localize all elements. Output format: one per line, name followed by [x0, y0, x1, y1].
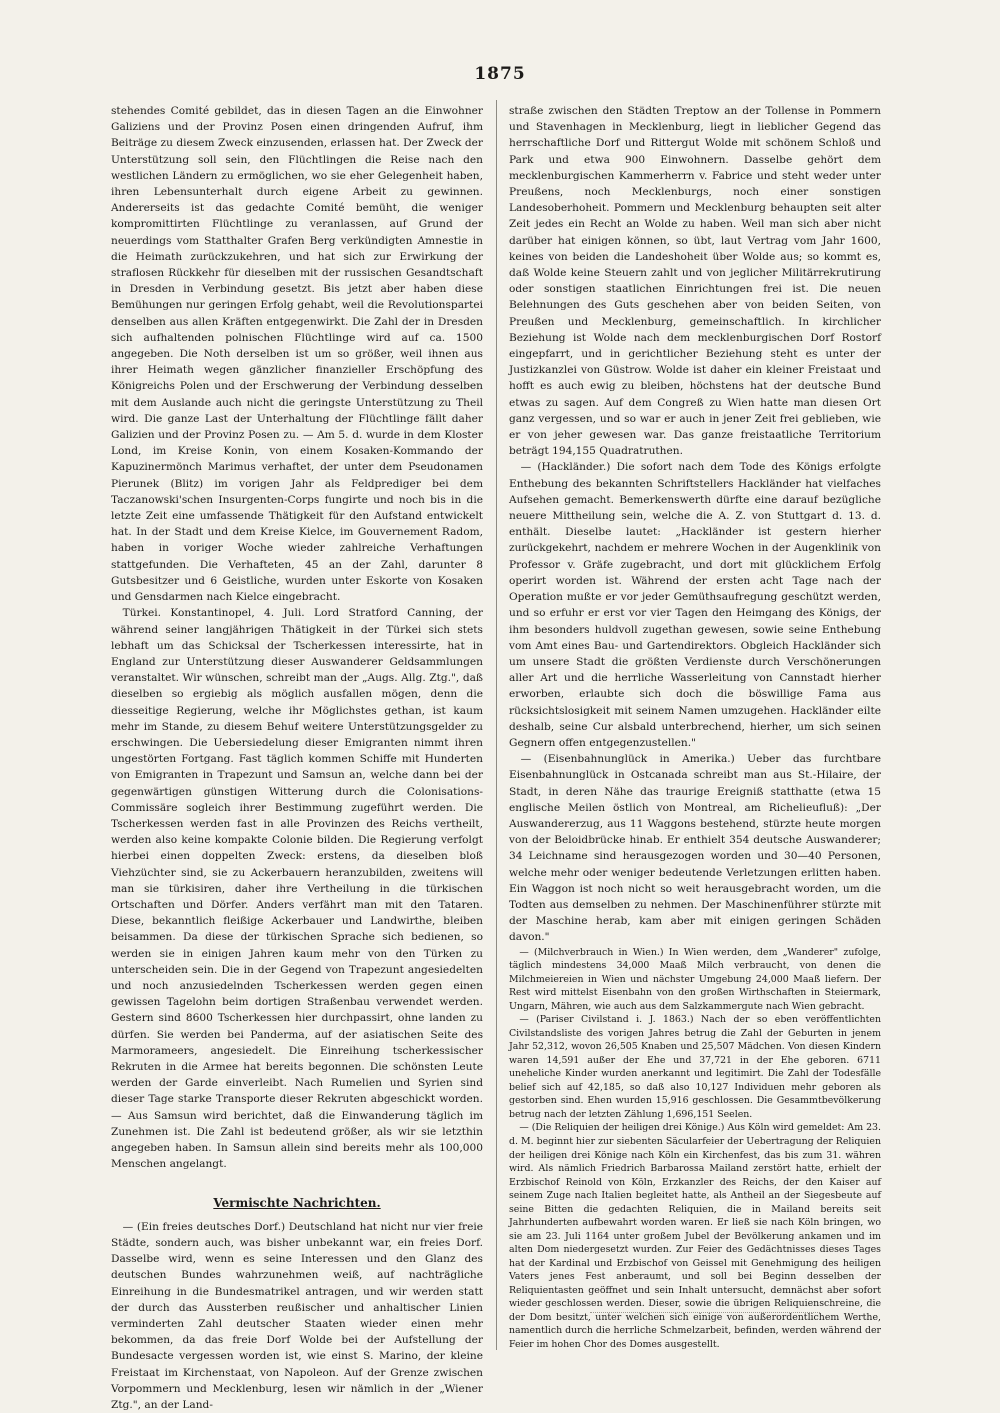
- article-galicia-refugees: stehendes Comité gebildet, das in diesen Tagen an die Einwohner Galiziens und der Provinz Posen einen dringenden Aufruf, ihm Beiträge zu diesem Zweck einzusenden, erlassen hat. Der Zweck der Unterstützung soll sein, den Flüchtlingen die Reise nach den westlichen Ländern zu ermöglichen, wo sie eher Gelegenheit haben, ihren Lebensunterhalt durch eigene Arbeit zu gewinnen. Andererseits ist das gedachte Comité bemüht, die weniger kompromittirten Flüchtlinge zu veranlassen, auf Grund der neuerdings vom Statthalter Grafen Berg verkündigten Amnestie in die Heimath zurückzukehren, und hat sich zur Erwirkung der straflosen Rückkehr für dieselben mit der russischen Gesandtschaft in Dresden in Verbindung gesetzt. Bis jetzt aber haben diese Bemühungen nur geringen Erfolg gehabt, weil die Revolutionspartei denselben aus allen Kräften entgegenwirkt. Die Zahl der in Dresden sich aufhaltenden polnischen Flüchtlinge wird auf ca. 1500 angegeben. Die Noth derselben ist um so größer, weil ihnen aus ihrer Heimath wegen gänzlicher finanzieller Erschöpfung des Königreichs Polen und der Erschwerung der Verbindung desselben mit dem Auslande auch nicht die geringste Unterstützung zu Theil wird. Die ganze Last der Unterhaltung der Flüchtlinge fällt daher Galizien und der Provinz Posen zu. — Am 5. d. wurde in dem Kloster Lond, im Kreise Konin, von einem Kosaken-Kommando der Kapuzinermönch Marimus verhaftet, der unter dem Pseudonamen Pierunek (Blitz) im vorigen Jahr als Feldprediger bei dem Taczanowski'schen Insurgenten-Corps fungirte und noch bis in die letzte Zeit eine umfassende Thätigkeit für den Aufstand entwickelt hat. In der Stadt und dem Kreise Kielce, im Gouvernement Radom, haben in voriger Woche wieder zahlreiche Verhaftungen stattgefunden. Die Verhafteten, 45 an der Zahl, darunter 8 Gutsbesitzer und 6 Geistliche, wurden unter Eskorte von Kosaken und Gensdarmen nach Kielce eingebracht.: [111, 105, 483, 604]
- article-milk-vienna: — (Milchverbrauch in Wien.) In Wien werden, dem „Wanderer" zufolge, täglich mindestens 34,000 Maaß Milch verbraucht, von denen die Milchmeiereien in Wien und nächster Umgebung 24,000 Maaß liefern. Der Rest wird mittelst Eisenbahn von den großen Wirthschaften in Steiermark, Ungarn, Mähren, wie auch aus dem Salzkammergute nach Wien gebracht.: [509, 946, 881, 1012]
- section-heading: Vermischte Nachrichten.: [213, 1196, 381, 1211]
- end-rule: [590, 1312, 820, 1313]
- article-free-village: — (Ein freies deutsches Dorf.) Deutschland hat nicht nur vier freie Städte, sondern auch, was bisher unbekannt war, ein freies Dorf. Dasselbe wird, wenn es seine Interessen und den Glanz des deutschen Bundes wahrzunehmen weiß, auf nachträgliche Einreihung in die Bundesmatrikel antragen, und wir werden statt der durch das Aussterben reußischer und anhaltischer Linien verminderten Zahl deutscher Staaten wieder einen mehr bekommen, da das freie Dorf Wolde bei der Aufstellung der Bundesacte vergessen worden ist, wie einst S. Marino, der kleine Freistaat im Kirchenstaat, von Napoleon. Auf der Grenze zwischen Vorpommern und Mecklenburg, lesen wir nämlich in der „Wiener Ztg.", an der Land-: [111, 1220, 483, 1411]
- article-hacklaender: — (Hackländer.) Die sofort nach dem Tode des Königs erfolgte Enthebung des bekannten Schriftstellers Hackländer hat vielfaches Aufsehen gemacht. Bemerkenswerth dürfte eine darauf bezügliche neuere Mittheilung sein, welche die A. Z. von Stuttgart d. 13. d. enthält. Dieselbe lautet: „Hackländer ist gestern hierher zurückgekehrt, nachdem er mehrere Wochen in der Augenklinik von Professor v. Gräfe zugebracht, und dort mit glücklichem Erfolg operirt worden ist. Während der ersten acht Tage nach der Operation mußte er vor jeder Gemüthsaufregung geschützt werden, und so erfuhr er erst vor vier Tagen den Heimgang des Königs, der ihm besonders huldvoll zugethan gewesen, sowie seine Enthebung vom Amt eines Bau- und Gartendirektors. Obgleich Hackländer sich um unsere Stadt die größten Verdienste durch Verschönerungen aller Art und die herrliche Wasserleitung von Cannstadt hierher erworben, erlaubte sich doch die böswillige Fama aus rücksichtslosigkeit mit seinem Namen umzugehen. Hackländer eilte deshalb, seine Cur alsbald unterbrechend, hierher, um sich seinen Gegnern offen entgegenzustellen.": [509, 461, 881, 749]
- article-railway-accident: — (Eisenbahnunglück in Amerika.) Ueber das furchtbare Eisenbahnunglück in Ostcanada schreibt man aus St.-Hilaire, der Stadt, in deren Nähe das traurige Ereigniß statthatte (etwa 15 englische Meilen östlich von Montreal, am Richelieufluß): „Der Auswandererzug, aus 11 Waggons bestehend, stürzte heute morgen von der Beloidbrücke hinab. Er enthielt 354 deutsche Auswanderer; 34 Leichname sind herausgezogen worden und 30—40 Personen, welche mehr oder weniger bedeutende Verletzungen erlitten haben. Ein Waggon ist noch nicht so weit herausgebracht worden, um die Todten aus demselben zu nehmen. Der Maschinenführer stürzte mit der Maschine herab, kam aber mit einigen geringen Schäden davon.": [509, 753, 881, 944]
- article-wolde-continued: straße zwischen den Städten Treptow an der Tollense in Pommern und Stavenhagen in Mecklenburg, liegt in lieblicher Gegend das herrschaftliche Dorf und Rittergut Wolde mit schönem Schloß und Park und etwa 900 Einwohnern. Dasselbe gehört dem mecklenburgischen Kammerherrn v. Fabrice und steht weder unter Preußens, noch Mecklenburgs, noch einer sonstigen Landesoberhoheit. Pommern und Mecklenburg behaupten seit alter Zeit jedes ein Recht an Wolde zu haben. Weil man sich aber nicht darüber hat einigen können, so übt, laut Vertrag vom Jahr 1600, keines von beiden die Landeshoheit über Wolde aus; so kommt es, daß Wolde keine Steuern zahlt und von jeglicher Militärrekrutirung oder sonstigen staatlichen Einrichtungen frei ist. Die neuen Belehnungen des Guts geschehen aber von beiden Seiten, von Preußen und Mecklenburg, gemeinschaftlich. In kirchlicher Beziehung ist Wolde nach dem mecklenburgischen Dorf Rostorf eingepfarrt, und in gerichtlicher Beziehung steht es unter der Justizkanzlei von Güstrow. Wolde ist daher ein kleiner Freistaat und hofft es auch ewig zu bleiben, höchstens hat der deutsche Bund etwas zu sagen. Auf dem Congreß zu Wien hatte man diesen Ort ganz vergessen, und so war er auch in jener Zeit frei geblieben, wie er von jeher gewesen war. Das ganze freistaatliche Territorium beträgt 194,155 Quadratruthen.: [509, 105, 881, 458]
- left-column: [111, 103, 483, 1413]
- column-divider: [496, 100, 497, 1350]
- page-number: 1875: [474, 64, 526, 84]
- article-three-kings-relics: — (Die Reliquien der heiligen drei Könige.) Aus Köln wird gemeldet: Am 23. d. M. beginnt hier zur siebenten Säcularfeier der Uebertragung der Reliquien der heiligen drei Könige nach Köln ein Kirchenfest, das bis zum 31. währen wird. Als nämlich Friedrich Barbarossa Mailand zerstört hatte, erhielt der Erzbischof Reinold von Köln, Erzkanzler des Reichs, der den Kaiser auf seinem Zuge nach Italien begleitet hatte, als Antheil an der Siegesbeute auf seine Bitten die gedachten Reliquien, die in Mailand bereits seit Jahrhunderten aufbewahrt worden waren. Er ließ sie nach Köln bringen, wo sie am 23. Juli 1164 unter großem Jubel der Bevölkerung ankamen und im alten Dom niedergesetzt wurden. Zur Feier des Gedächtnisses dieses Tages hat der Kardinal und Erzbischof von Geissel mit Genehmigung des heiligen Vaters jenes Fest anberaumt, und soll bei Beginn desselben der Reliquientasten geöffnet und sein Inhalt untersucht, demnächst aber sofort wieder geschlossen werden. Dieser, sowie die übrigen Reliquienschreine, die der Dom besitzt, unter welchen sich einige von außerordentlichem Werthe, namentlich durch die herrliche Schmelzarbeit, befinden, werden während der Feier im hohen Chor des Domes ausgestellt.: [509, 1122, 881, 1350]
- article-turkey-circassians: Türkei. Konstantinopel, 4. Juli. Lord Stratford Canning, der während seiner langjährigen Thätigkeit in der Türkei sich stets lebhaft um das Schicksal der Tscherkessen interessirte, hat in England zur Unterstützung dieser Auswanderer Geldsammlungen veranstaltet. Wir wünschen, schreibt man der „Augs. Allg. Ztg.", daß dieselben so ergiebig als möglich ausfallen mögen, denn die diesseitige Regierung, welche ihr Möglichstes gethan, ist kaum mehr im Stande, zu diesem Behuf weitere Unterstützungsgelder zu erschwingen. Die Uebersiedelung dieser Emigranten nimmt ihren ungestörten Fortgang. Fast täglich kommen Schiffe mit Hunderten von Emigranten in Trapezunt und Samsun an, welche dann bei der gegenwärtigen günstigen Witterung durch die Colonisations-Commissäre sogleich ihrer Bestimmung zugeführt werden. Die Tscherkessen werden fast in alle Provinzen des Reichs vertheilt, werden also keine kompakte Colonie bilden. Die Regierung verfolgt hierbei einen doppelten Zweck: erstens, da dieselben bloß Viehzüchter sind, sie zu Ackerbauern heranzubilden, zweitens will man sie türkisiren, daher ihre Vertheilung in die türkischen Ortschaften und Dörfer. Anders verfährt man mit den Tataren. Diese, bekanntlich fleißige Ackerbauer und Landwirthe, bleiben beisammen. Da diese der türkischen Sprache sich bedienen, so werden sie in einigen Jahren kaum mehr von den Türken zu unterscheiden sein. Die in der Gegend von Trapezunt angesiedelten und noch anzusiedelnden Tscherkessen werden gegen einen gewissen Tagelohn beim dortigen Straßenbau verwendet werden. Gestern sind 8600 Tscherkessen hier durchpassirt, ohne landen zu dürfen. Sie werden bei Panderma, auf der asiatischen Seite des Marmorameers, angesiedelt. Die Einreihung tscherkessischer Rekruten in die Armee hat bereits begonnen. Die schönsten Leute werden der Garde einverleibt. Nach Rumelien und Syrien sind dieser Tage starke Transporte dieser Rekruten abgeschickt worden. — Aus Samsun wird berichtet, daß die Einwanderung täglich im Zunehmen ist. Die Zahl ist bedeutend größer, als wir sie letzthin angegeben haben. In Samsun allein sind bereits mehr als 100,000 Menschen angelangt.: [111, 607, 483, 1171]
- article-paris-civil-status: — (Pariser Civilstand i. J. 1863.) Nach der so eben veröffentlichten Civilstandsliste des vorigen Jahres betrug die Zahl der Geburten in jenem Jahr 52,312, wovon 26,505 Knaben und 25,507 Mädchen. Von diesen Kindern waren 14,591 außer der Ehe und 37,721 in der Ehe geboren. 6711 uneheliche Kinder wurden anerkannt und legitimirt. Die Zahl der Todesfälle belief sich auf 42,185, so daß also 10,127 Individuen mehr geboren als gestorben sind. Ehen wurden 15,916 geschlossen. Die Gesammtbevölkerung betrug nach der letzten Zählung 1,696,151 Seelen.: [509, 1014, 881, 1120]
- right-column: [509, 103, 881, 1352]
